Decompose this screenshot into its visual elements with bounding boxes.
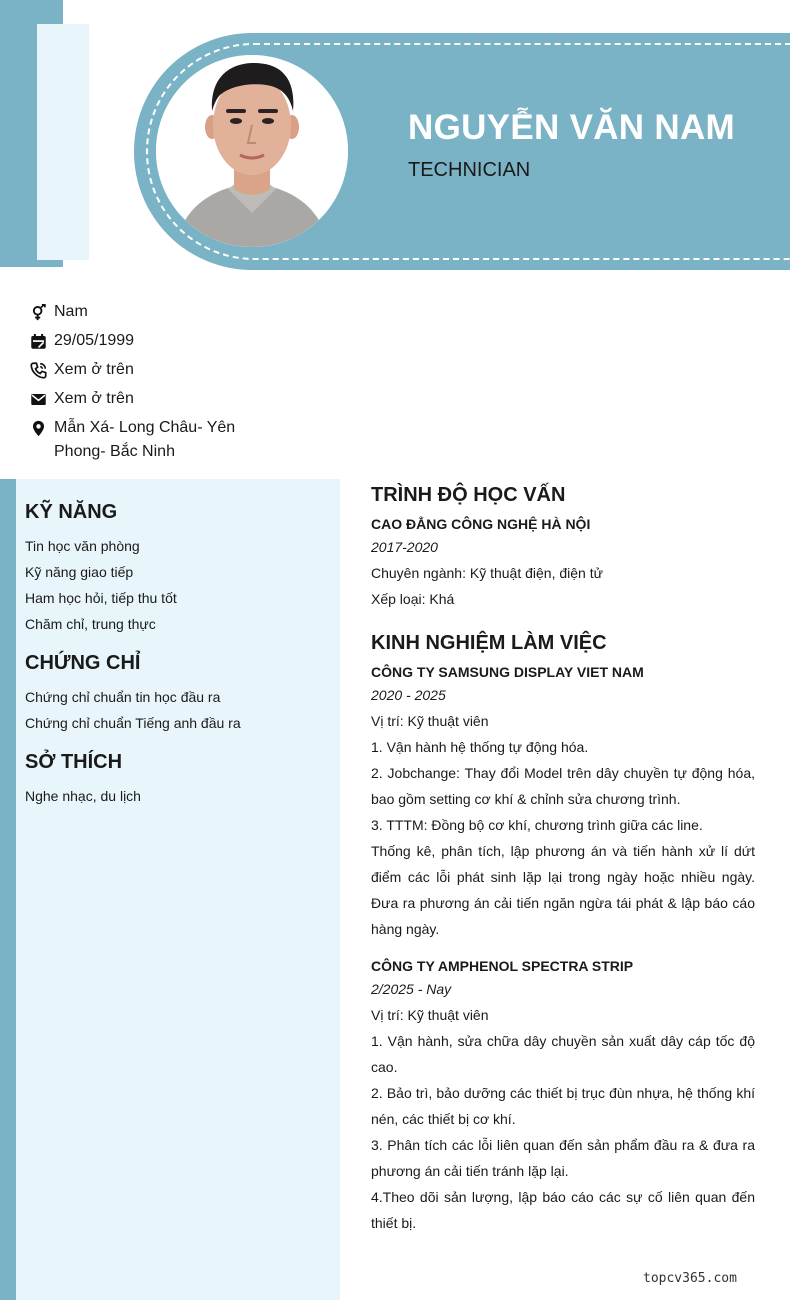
experience-section [371, 630, 755, 1236]
job-line: 1. Vận hành, sửa chữa dây chuyền sản xuất dây cáp tốc độ cao. [371, 1033, 755, 1075]
job-entry [371, 956, 755, 1236]
education-line: Xếp loại: Khá [371, 591, 455, 607]
hobby-item: Nghe nhạc, du lịch [25, 788, 141, 804]
education-heading: TRÌNH ĐỘ HỌC VẤN [371, 484, 566, 506]
job-line: 2. Bảo trì, bảo dưỡng các thiết bị trục đùn nhựa, hệ thống khí nén, các thiết bị cơ khí. [371, 1085, 755, 1127]
contact-birthday-text: 29/05/1999 [54, 332, 135, 349]
avatar [156, 55, 348, 247]
education-section [371, 482, 755, 612]
sidebar [16, 479, 340, 1300]
gender-icon [28, 300, 48, 324]
skills-section [25, 499, 331, 637]
experience-heading: KINH NGHIỆM LÀM VIỆC [371, 632, 607, 654]
job-line: 3. TTTM: Đồng bộ cơ khí, chương trình giữa các line. [371, 817, 703, 833]
job-line: 2. Jobchange: Thay đổi Model trên dây chuyền tự động hóa, bao gồm setting cơ khí & chỉnh sửa chương trình. [371, 765, 755, 807]
sidebar-accent-strip [0, 479, 16, 1300]
contact-phone-text: Xem ở trên [54, 361, 134, 378]
skill-item: Ham học hỏi, tiếp thu tốt [25, 590, 177, 606]
contact-gender [28, 300, 288, 324]
contact-email-text: Xem ở trên [54, 390, 134, 407]
contact-phone [28, 358, 288, 382]
skill-item: Kỹ năng giao tiếp [25, 564, 134, 580]
person-name: NGUYỄN VĂN NAM [408, 108, 735, 147]
hobbies-section [25, 749, 331, 809]
contact-address-text: Mẫn Xá- Long Châu- Yên Phong- Bắc Ninh [54, 419, 236, 460]
company-name: CÔNG TY SAMSUNG DISPLAY VIET NAM [371, 664, 644, 680]
location-icon [28, 416, 48, 440]
certificates-heading: CHỨNG CHỈ [25, 652, 141, 674]
watermark: topcv365.com [643, 1271, 737, 1286]
school-name: CAO ĐẲNG CÔNG NGHỆ HÀ NỘI [371, 516, 591, 532]
contact-gender-text: Nam [54, 303, 88, 320]
skill-item: Tin học văn phòng [25, 538, 140, 554]
skill-item: Chăm chỉ, trung thực [25, 616, 156, 632]
main-content [371, 482, 755, 1250]
job-line: 3. Phân tích các lỗi liên quan đến sản phẩm đầu ra & đưa ra phương án cải tiến tránh lặp lại. [371, 1137, 755, 1179]
certificate-item: Chứng chỉ chuẩn tin học đầu ra [25, 689, 221, 705]
contact-email [28, 387, 288, 411]
job-entry [371, 662, 755, 942]
contact-info [28, 300, 288, 469]
job-period: 2/2025 - Nay [371, 981, 452, 997]
job-line: Thống kê, phân tích, lập phương án và tiến hành xử lí dứt điểm các lỗi phát sinh lặp lại trong ngày hoặc nhiều ngày. Đưa ra phương án cải tiến ngăn ngừa tái phát & lập báo cáo hàng ngày. [371, 843, 755, 937]
calendar-icon [28, 329, 48, 353]
job-line: 4.Theo dõi sản lượng, lập báo cáo các sự cố liên quan đến thiết bị. [371, 1189, 755, 1231]
hobbies-heading: SỞ THÍCH [25, 751, 123, 773]
education-line: Chuyên ngành: Kỹ thuật điện, điện tử [371, 565, 603, 581]
job-line: 1. Vận hành hệ thống tự động hóa. [371, 739, 589, 755]
education-period: 2017-2020 [371, 539, 438, 555]
certificates-section [25, 650, 331, 736]
job-line: Vị trí: Kỹ thuật viên [371, 1007, 489, 1023]
contact-address [28, 416, 288, 464]
email-icon [28, 387, 48, 411]
job-line: Vị trí: Kỹ thuật viên [371, 713, 489, 729]
company-name: CÔNG TY AMPHENOL SPECTRA STRIP [371, 958, 634, 974]
left-accent-inner [37, 24, 89, 260]
phone-icon [28, 358, 48, 382]
contact-birthday [28, 329, 288, 353]
job-title: TECHNICIAN [408, 159, 531, 181]
certificate-item: Chứng chỉ chuẩn Tiếng anh đầu ra [25, 715, 241, 731]
job-period: 2020 - 2025 [371, 687, 446, 703]
skills-heading: KỸ NĂNG [25, 501, 118, 523]
